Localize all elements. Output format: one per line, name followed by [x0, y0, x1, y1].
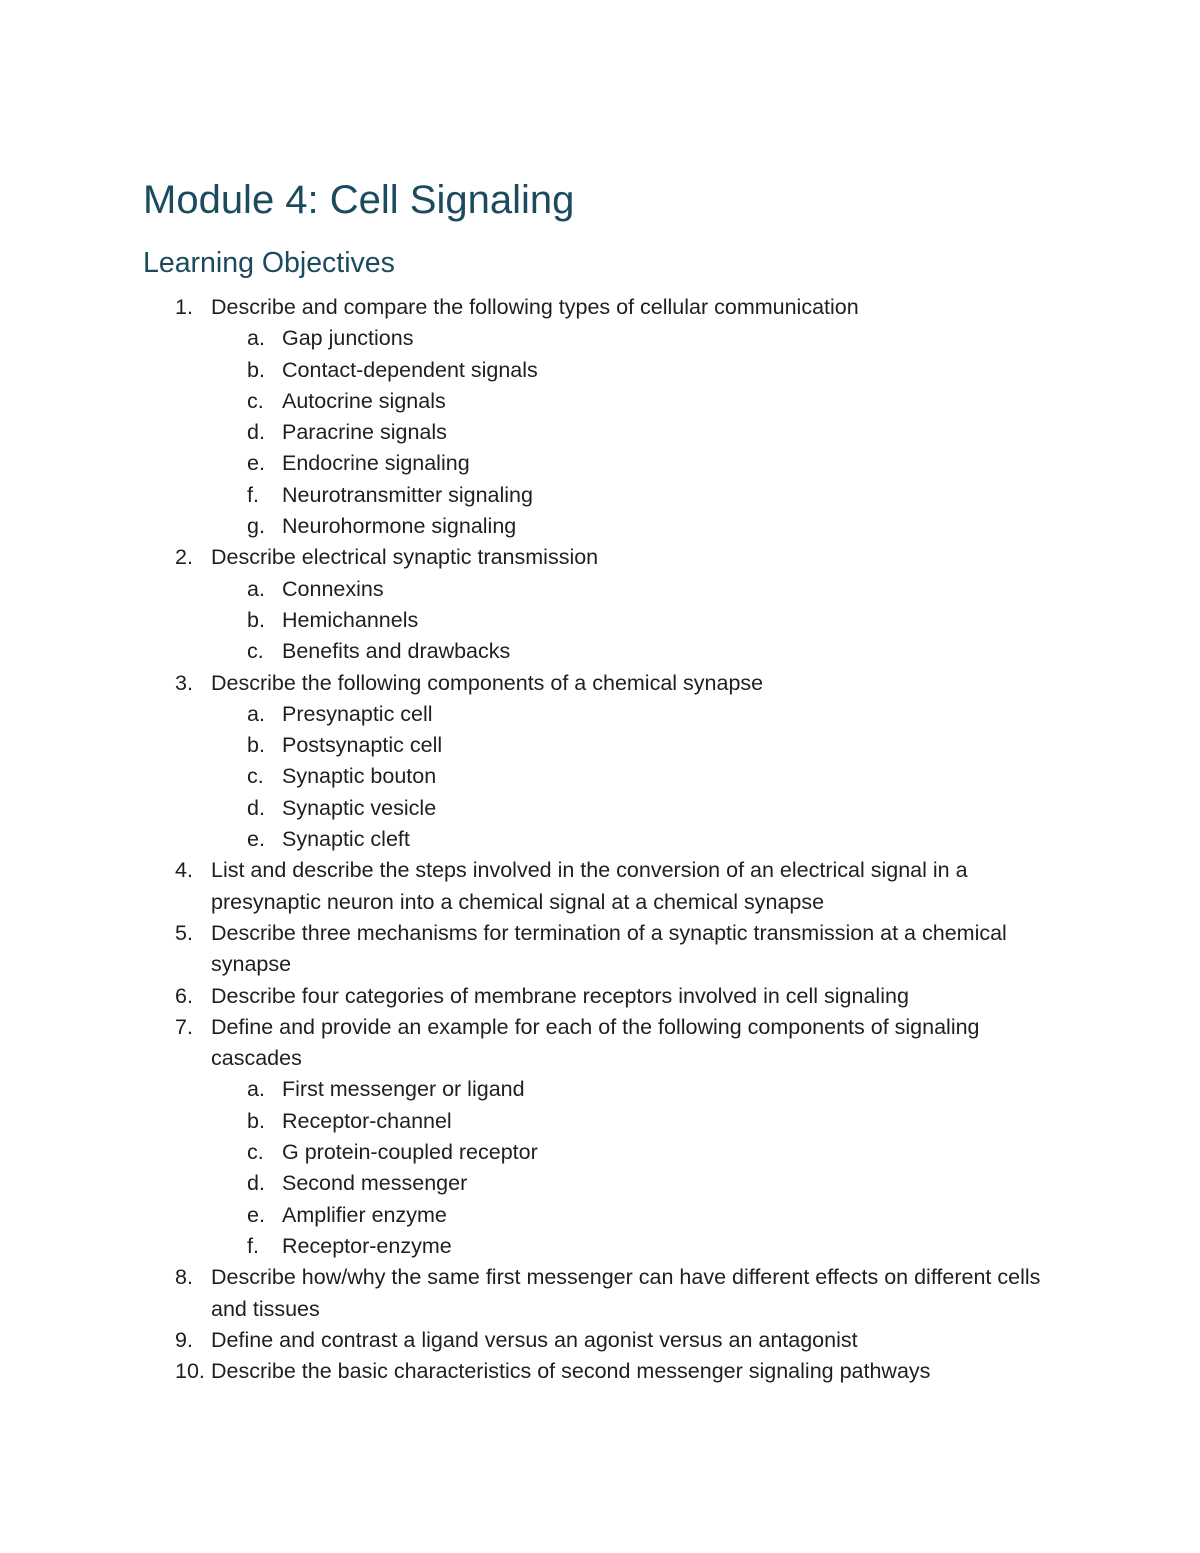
objective-subitem: [0, 824, 1200, 855]
objective-row: [0, 1356, 1200, 1387]
objective-subitem: [0, 511, 1200, 542]
objective-number: 8.: [175, 1265, 193, 1290]
objective-text: List and describe the steps involved in the conversion of an electrical signal in a presynaptic neuron into a chemical signal at a chemical synapse: [211, 858, 968, 914]
objective-subitem: [0, 480, 1200, 511]
objective-subitem: [0, 574, 1200, 605]
objective-subitem: [0, 636, 1200, 667]
subitem-letter: a.: [247, 326, 265, 351]
objective-text: Define and provide an example for each of the following components of signaling cascades: [211, 1014, 980, 1071]
objective-subitem: [0, 448, 1200, 479]
subitem-letter: d.: [247, 795, 265, 820]
objective-number: 1.: [175, 295, 193, 319]
objective-subitems-list: [0, 323, 1200, 542]
objective-subitem: [0, 1231, 1200, 1262]
subitem-text: Second messenger: [282, 1171, 468, 1196]
objective-item: [0, 668, 1200, 856]
subitem-letter: c.: [247, 388, 264, 413]
subitem-letter: d.: [247, 1171, 265, 1196]
objective-item: [0, 918, 1200, 981]
objective-subitem: [0, 355, 1200, 386]
objective-item: [0, 1012, 1200, 1262]
subitem-letter: e.: [247, 1202, 265, 1227]
subitem-letter: g.: [247, 514, 265, 539]
subitem-letter: f.: [247, 482, 259, 507]
objective-item: [0, 981, 1200, 1012]
objective-subitem: [0, 1168, 1200, 1199]
subitem-text: Neurohormone signaling: [282, 514, 517, 539]
subitem-letter: b.: [247, 733, 265, 758]
section-heading: Learning Objectives: [143, 247, 395, 279]
subitem-letter: a.: [247, 1077, 265, 1102]
objective-subitem: [0, 605, 1200, 636]
objective-text: Describe how/why the same first messenger can have different effects on different cells and tissues: [211, 1265, 1041, 1321]
objective-text: Describe the basic characteristics of second messenger signaling pathways: [211, 1359, 931, 1384]
objective-text: Describe and compare the following types of cellular communication: [211, 295, 859, 319]
objective-subitem: [0, 1200, 1200, 1231]
objective-row: [0, 918, 1200, 981]
objective-row: [0, 1012, 1200, 1075]
objective-row: [0, 981, 1200, 1012]
objective-number: 9.: [175, 1327, 193, 1352]
objective-item: [0, 855, 1200, 918]
objective-item: [0, 1262, 1200, 1325]
objective-number: 4.: [175, 858, 193, 883]
subitem-text: Synaptic cleft: [282, 827, 410, 852]
objective-subitem: [0, 417, 1200, 448]
subitem-text: Connexins: [282, 576, 384, 601]
subitem-text: Paracrine signals: [282, 420, 447, 445]
objective-subitem: [0, 1074, 1200, 1105]
subitem-letter: c.: [247, 639, 264, 664]
subitem-letter: d.: [247, 420, 265, 445]
objective-number: 3.: [175, 670, 193, 695]
objective-text: Describe four categories of membrane receptors involved in cell signaling: [211, 983, 909, 1008]
objective-subitem: [0, 761, 1200, 792]
subitem-text: Synaptic vesicle: [282, 795, 437, 820]
objective-item: [0, 292, 1200, 542]
objective-text: Describe three mechanisms for termination of a synaptic transmission at a chemical synapse: [211, 920, 1007, 977]
subitem-text: First messenger or ligand: [282, 1077, 525, 1102]
subitem-text: Receptor-channel: [282, 1108, 452, 1133]
objective-subitem: [0, 323, 1200, 354]
objective-text: Define and contrast a ligand versus an agonist versus an antagonist: [211, 1327, 858, 1352]
objective-item: [0, 1356, 1200, 1387]
subitem-letter: b.: [247, 357, 265, 382]
objective-row: [0, 1325, 1200, 1356]
subitem-text: Receptor-enzyme: [282, 1233, 452, 1258]
subitem-letter: b.: [247, 1108, 265, 1133]
objective-row: [0, 542, 1200, 573]
objective-text: Describe the following components of a chemical synapse: [211, 670, 764, 695]
objective-number: 6.: [175, 983, 193, 1008]
subitem-letter: c.: [247, 1140, 264, 1165]
objective-text: Describe electrical synaptic transmission: [211, 545, 599, 570]
subitem-text: G protein-coupled receptor: [282, 1140, 538, 1165]
subitem-text: Hemichannels: [282, 607, 419, 632]
subitem-text: Autocrine signals: [282, 388, 446, 413]
objective-number: 5.: [175, 920, 193, 945]
subitem-letter: f.: [247, 1233, 259, 1258]
subitem-text: Neurotransmitter signaling: [282, 482, 533, 507]
subitem-letter: a.: [247, 701, 265, 726]
subitem-text: Postsynaptic cell: [282, 733, 443, 758]
subitem-text: Amplifier enzyme: [282, 1202, 447, 1227]
subitem-text: Endocrine signaling: [282, 451, 470, 476]
subitem-letter: b.: [247, 607, 265, 632]
subitem-letter: e.: [247, 451, 265, 476]
subitem-text: Contact-dependent signals: [282, 357, 538, 382]
objective-subitem: [0, 730, 1200, 761]
subitem-letter: e.: [247, 827, 265, 852]
subitem-text: Benefits and drawbacks: [282, 639, 511, 664]
objective-number: 7.: [175, 1014, 193, 1039]
objective-subitem: [0, 699, 1200, 730]
objective-subitem: [0, 793, 1200, 824]
objective-number: 10.: [175, 1359, 205, 1384]
objective-item: [0, 1325, 1200, 1356]
subitem-text: Gap junctions: [282, 326, 414, 351]
objective-row: [0, 292, 1200, 323]
objective-subitem: [0, 386, 1200, 417]
subitem-text: Synaptic bouton: [282, 764, 437, 789]
objective-subitems-list: [0, 574, 1200, 668]
document-title: Module 4: Cell Signaling: [143, 178, 575, 222]
objective-row: [0, 1262, 1200, 1325]
objective-subitem: [0, 1106, 1200, 1137]
objective-row: [0, 668, 1200, 699]
objective-subitem: [0, 1137, 1200, 1168]
objective-subitems-list: [0, 1074, 1200, 1262]
subitem-letter: c.: [247, 764, 264, 789]
subitem-letter: a.: [247, 576, 265, 601]
learning-objectives-list: [0, 292, 1200, 1387]
objective-number: 2.: [175, 545, 193, 570]
objective-item: [0, 542, 1200, 667]
subitem-text: Presynaptic cell: [282, 701, 433, 726]
objective-subitems-list: [0, 699, 1200, 855]
objective-row: [0, 855, 1200, 918]
